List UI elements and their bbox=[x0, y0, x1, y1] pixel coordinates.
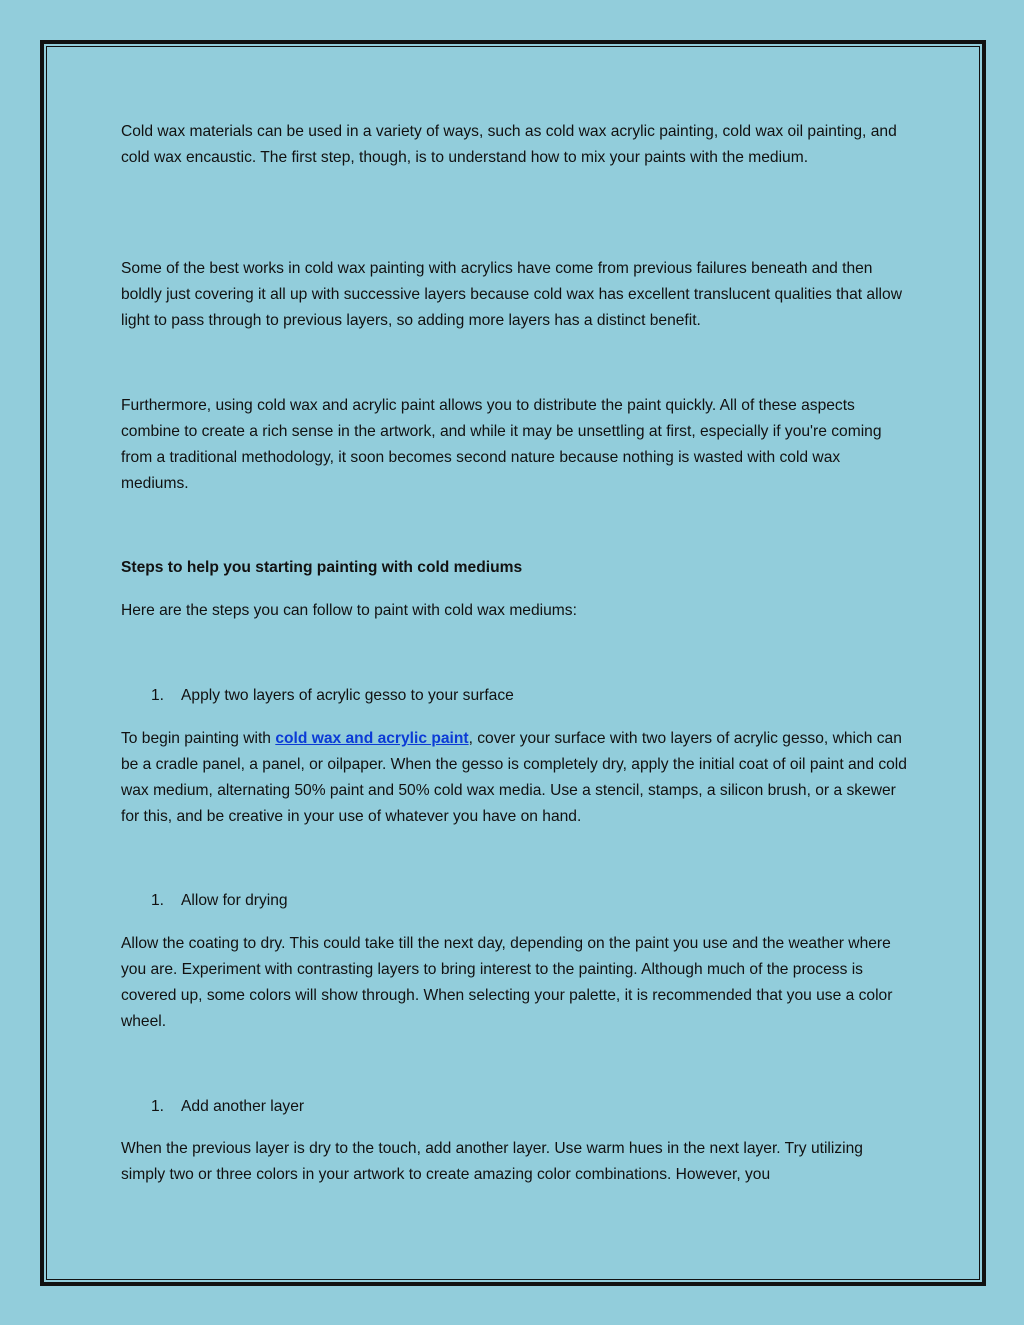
list-item-text: Apply two layers of acrylic gesso to your surface bbox=[181, 687, 514, 704]
paragraph-gesso-start: To begin painting with bbox=[121, 730, 276, 747]
section-heading: Steps to help you starting painting with cold mediums bbox=[121, 559, 523, 576]
paragraph-another-layer: When the previous layer is dry to the touch, add another layer. Use warm hues in the next layer. Try utilizing simply two or three colors in your artwork to create amazing color combinations. However, you bbox=[121, 1140, 863, 1183]
paragraph-furthermore: Furthermore, using cold wax and acrylic paint allows you to distribute the paint quickly. All of these aspects combine to create a rich sense in the artwork, and while it may be unsettling at first, especially if you're coming from a traditional methodology, it soon becomes second nature because nothing is wasted with cold wax mediums. bbox=[121, 397, 882, 492]
paragraph-acrylic-works: Some of the best works in cold wax painting with acrylics have come from previous failures beneath and then boldly just covering it all up with successive layers because cold wax has excellent translucent qualities that allow light to pass through to previous layers, so adding more layers has a distinct benefit. bbox=[121, 260, 902, 329]
list-number: 1. bbox=[151, 892, 165, 909]
paragraph-steps-intro: Here are the steps you can follow to paint with cold wax mediums: bbox=[121, 602, 577, 619]
paragraph-intro: Cold wax materials can be used in a variety of ways, such as cold wax acrylic painting, cold wax oil painting, and cold wax encaustic. The first step, though, is to understand how to mix your paints with the medium. bbox=[121, 123, 897, 166]
list-item-text: Allow for drying bbox=[181, 892, 288, 909]
list-item bbox=[151, 1094, 911, 1120]
list-item bbox=[151, 888, 911, 914]
paragraph-gesso-rest: , cover your surface with two layers of acrylic gesso, which can be a cradle panel, a panel, or oilpaper. When the gesso is completely dry, apply the initial coat of oil paint and cold wax medium, alternating 50% paint and 50% cold wax media. Use a stencil, stamps, a silicon brush, or a skewer for this, and be creative in your use of whatever you have on hand. bbox=[121, 730, 907, 825]
cold-wax-acrylic-paint-link[interactable]: cold wax and acrylic paint bbox=[275, 730, 469, 747]
paragraph-gesso bbox=[121, 726, 911, 830]
paragraph-drying: Allow the coating to dry. This could take till the next day, depending on the paint you use and the weather where you are. Experiment with contrasting layers to bring interest to the painting. Although much of the process is covered up, some colors will show through. When selecting your palette, it is recommended that you use a color wheel. bbox=[121, 935, 893, 1030]
list-number: 1. bbox=[151, 687, 165, 704]
list-item-text: Add another layer bbox=[181, 1098, 305, 1115]
list-number: 1. bbox=[151, 1098, 165, 1115]
list-item bbox=[151, 683, 911, 709]
